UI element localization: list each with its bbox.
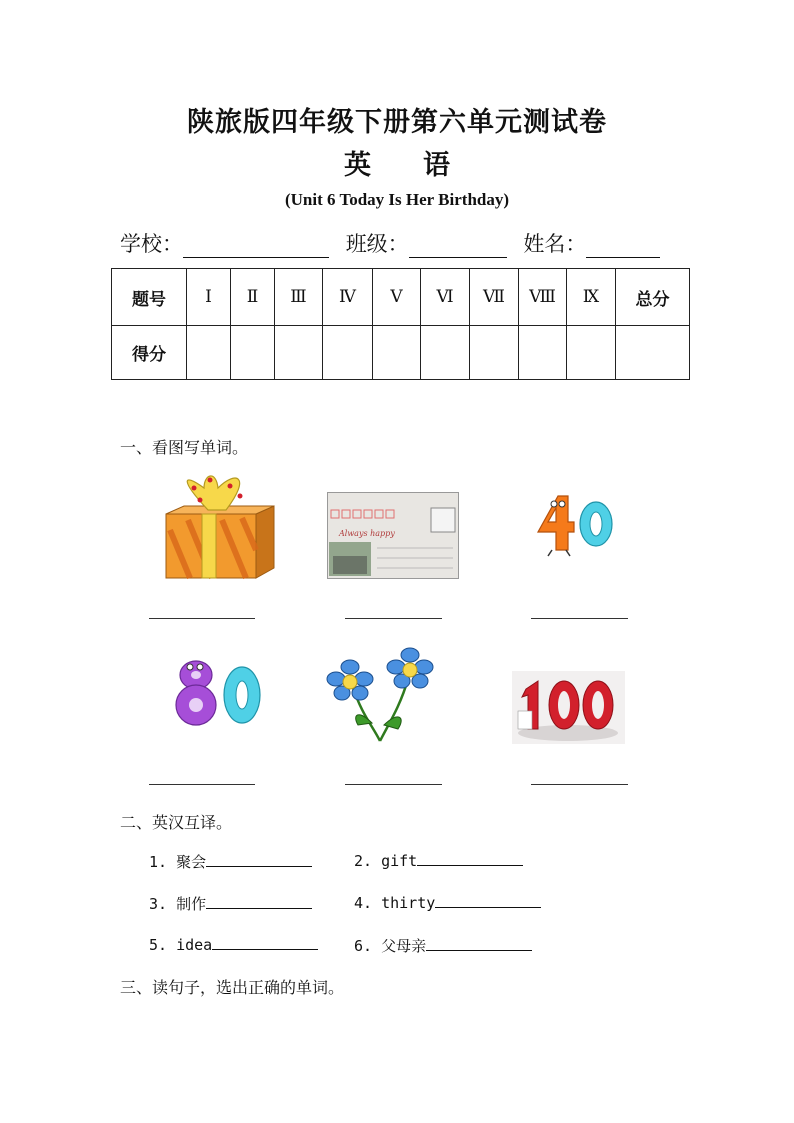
class-blank[interactable]	[409, 235, 507, 258]
score-cell[interactable]	[421, 326, 470, 380]
translation-item-3	[149, 893, 312, 914]
translation-item-label: 4. thirty	[354, 894, 436, 912]
answer-line[interactable]	[149, 618, 255, 619]
school-blank[interactable]	[183, 235, 329, 258]
score-table-score-row	[112, 326, 690, 380]
flowers-image	[322, 645, 436, 745]
card-text: Always happy	[339, 529, 395, 538]
postcard-image	[327, 492, 459, 579]
number-forty-image	[532, 492, 616, 558]
number-eighty-image	[170, 655, 266, 731]
score-cell[interactable]	[187, 326, 231, 380]
numeral-2: Ⅱ	[231, 269, 275, 326]
translation-item-label: 6. 父母亲	[354, 937, 427, 955]
translation-item-6	[354, 935, 532, 956]
translation-blank[interactable]	[206, 852, 312, 867]
numeral-1: Ⅰ	[187, 269, 231, 326]
translation-blank[interactable]	[426, 936, 532, 951]
score-cell[interactable]	[231, 326, 275, 380]
subject-char-1: 英	[344, 150, 371, 181]
translation-item-1	[149, 851, 312, 872]
translation-item-label: 1. 聚会	[149, 853, 207, 871]
total-score-cell[interactable]	[616, 326, 690, 380]
number-hundred-image	[512, 671, 625, 744]
numeral-4: Ⅳ	[323, 269, 373, 326]
score-cell[interactable]	[519, 326, 567, 380]
translation-item-5	[149, 935, 318, 954]
answer-line[interactable]	[531, 784, 628, 785]
answer-line[interactable]	[531, 618, 628, 619]
score-cell[interactable]	[470, 326, 519, 380]
unit-subtitle: (Unit 6 Today Is Her Birthday)	[284, 190, 510, 209]
translation-blank[interactable]	[435, 893, 541, 908]
translation-item-label: 5. idea	[149, 936, 213, 954]
section-3-heading: 三、读句子，选出正确的单词。	[120, 978, 345, 997]
numeral-8: Ⅷ	[519, 269, 567, 326]
numeral-5: Ⅴ	[373, 269, 421, 326]
score-cell[interactable]	[373, 326, 421, 380]
score-cell[interactable]	[275, 326, 323, 380]
section-1-heading: 一、看图写单词。	[120, 438, 249, 457]
translation-blank[interactable]	[206, 894, 312, 909]
score-cell[interactable]	[567, 326, 616, 380]
numeral-7: Ⅶ	[470, 269, 519, 326]
student-info-line	[120, 228, 670, 258]
translation-item-4	[354, 893, 541, 912]
translation-blank[interactable]	[212, 935, 318, 950]
translation-blank[interactable]	[417, 851, 523, 866]
row-label-question-number: 题号	[112, 269, 187, 326]
numeral-6: Ⅵ	[421, 269, 470, 326]
section-2-heading: 二、英汉互译。	[120, 813, 233, 832]
gift-box-image	[160, 470, 280, 582]
school-label: 学校：	[120, 232, 183, 256]
answer-line[interactable]	[345, 784, 442, 785]
numeral-9: Ⅸ	[567, 269, 616, 326]
row-label-score: 得分	[112, 326, 187, 380]
answer-line[interactable]	[149, 784, 255, 785]
subject-title	[0, 143, 794, 182]
translation-item-label: 2. gift	[354, 852, 418, 870]
numeral-3: Ⅲ	[275, 269, 323, 326]
name-label: 姓名：	[523, 232, 587, 256]
translation-item-2	[354, 851, 523, 870]
page-title: 陕旅版四年级下册第六单元测试卷	[187, 107, 607, 138]
name-blank[interactable]	[586, 235, 660, 258]
score-table-header-row	[112, 269, 690, 326]
subject-char-2: 语	[423, 150, 450, 181]
answer-line[interactable]	[345, 618, 442, 619]
class-label: 班级：	[345, 232, 409, 256]
total-label: 总分	[616, 269, 690, 326]
score-table	[111, 268, 690, 380]
translation-item-label: 3. 制作	[149, 895, 207, 913]
score-cell[interactable]	[323, 326, 373, 380]
